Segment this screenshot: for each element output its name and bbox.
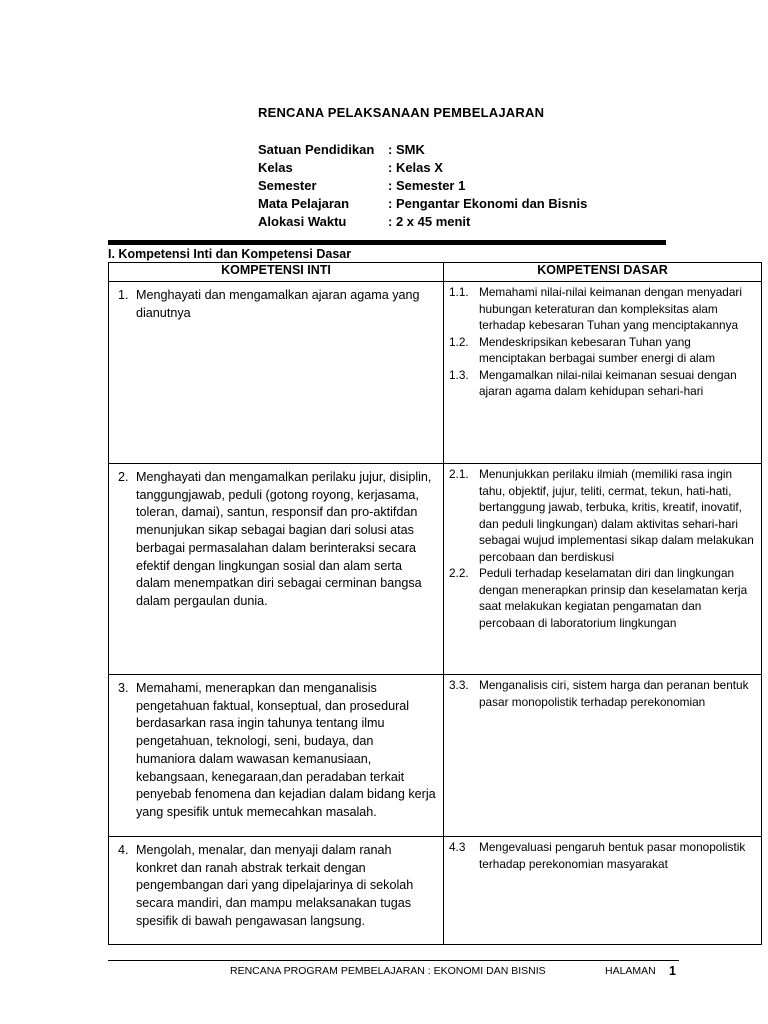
info-row — [258, 141, 587, 159]
ki-cell — [109, 464, 444, 675]
info-label: Satuan Pendidikan — [258, 142, 375, 157]
info-label: Alokasi Waktu — [258, 214, 347, 229]
ki-item — [110, 676, 442, 824]
ki-text: Mengolah, menalar, dan menyaji dalam ranah konkret dan ranah abstrak terkait dengan pengembangan dari yang dipelajarinya di sekolah secara mandiri, dan mampu melaksanakan tugas spesifik di bawah pengawasan langsung. — [136, 843, 414, 928]
info-value: : Kelas X — [388, 160, 443, 175]
header-kompetensi-inti: KOMPETENSI INTI — [109, 263, 444, 282]
ki-item — [110, 283, 442, 324]
info-label: Kelas — [258, 160, 293, 175]
table-row — [109, 675, 762, 837]
ki-cell — [109, 282, 444, 464]
info-value: : SMK — [388, 142, 425, 157]
info-row — [258, 159, 587, 177]
kd-number: 1.1. — [449, 285, 469, 299]
kd-text: Memahami nilai-nilai keimanan dengan menyadari hubungan keteraturan dan kompleksitas alam terhadap kebesaran Tuhan yang menciptakannya — [479, 285, 742, 332]
kd-item — [445, 565, 760, 631]
info-row — [258, 213, 587, 231]
kd-cell — [444, 837, 762, 945]
kompetensi-table — [108, 262, 762, 945]
kd-item — [445, 334, 760, 367]
kd-text: Menganalisis ciri, sistem harga dan peranan bentuk pasar monopolistik terhadap perekonomian — [479, 678, 749, 709]
kd-item — [445, 465, 760, 565]
kd-number: 2.1. — [449, 467, 469, 481]
info-value: : 2 x 45 menit — [388, 214, 471, 229]
kd-number: 1.3. — [449, 367, 469, 382]
info-value: : Pengantar Ekonomi dan Bisnis — [388, 196, 588, 211]
table-row — [109, 837, 762, 945]
kd-number: 2.2. — [449, 566, 469, 580]
ki-text: Memahami, menerapkan dan menganalisis pengetahuan faktual, konseptual, dan prosedural berdasarkan rasa ingin tahunya tentang ilmu pengetahuan, teknologi, seni, budaya, dan humaniora dalam wawasan kemanusiaan, kebangsaan, kenegaraan,dan peradaban terkait penyebab fenomena dan kejadian dalam bidang kerja yang spesifik untuk memecahkan masalah. — [136, 681, 436, 819]
kd-cell — [444, 282, 762, 464]
info-table — [258, 141, 587, 231]
info-row — [258, 195, 587, 213]
kd-cell — [444, 464, 762, 675]
kd-item — [445, 283, 760, 334]
info-value: : Semester 1 — [388, 178, 466, 193]
info-label: Mata Pelajaran — [258, 196, 350, 211]
kd-text: Mengevaluasi pengaruh bentuk pasar monopolistik terhadap perekonomian masyarakat — [479, 840, 746, 871]
footer-page-label: HALAMAN — [605, 965, 656, 977]
table-header-row — [109, 263, 762, 282]
kd-text: Mengamalkan nilai-nilai keimanan sesuai dengan ajaran agama dalam kehidupan sehari-hari — [479, 367, 737, 398]
ki-number: 4. — [118, 843, 129, 857]
table-row — [109, 464, 762, 675]
kd-text: Menunjukkan perilaku ilmiah (memiliki rasa ingin tahu, objektif, jujur, teliti, cermat, tekun, hati-hati, bertanggung jawab, terbuka, kritis, kreatif, inovatif, dan peduli lingkungan) dalam aktivitas sehari-hari sebagai wujud implementasi sikap dalam melakukan percobaan dan berdiskusi — [479, 467, 754, 564]
document-title: RENCANA PELAKSANAAN PEMBELAJARAN — [258, 105, 545, 120]
footer-page-number: 1 — [669, 964, 676, 978]
ki-cell — [109, 675, 444, 837]
ki-text: Menghayati dan mengamalkan ajaran agama yang dianutnya — [136, 288, 420, 320]
footer-title: RENCANA PROGRAM PEMBELAJARAN : EKONOMI DAN BISNIS — [230, 965, 546, 977]
kd-item — [445, 367, 760, 400]
kd-text: Peduli terhadap keselamatan diri dan lingkungan dengan menerapkan prinsip dan keselamatan kerja saat melakukan kegiatan pengamatan dan percobaan di laboratorium lingkungan — [479, 566, 748, 630]
kd-number: 4.3 — [449, 840, 466, 854]
ki-number: 3. — [118, 681, 129, 695]
kd-text: Mendeskripsikan kebesaran Tuhan yang menciptakan berbagai sumber energi di alam — [479, 334, 716, 365]
table-row — [109, 282, 762, 464]
header-kompetensi-dasar: KOMPETENSI DASAR — [444, 263, 762, 282]
kd-item — [445, 676, 760, 710]
kd-number: 1.2. — [449, 334, 469, 349]
footer-divider — [108, 960, 679, 961]
kd-cell — [444, 675, 762, 837]
kd-item — [445, 838, 760, 872]
ki-text: Menghayati dan mengamalkan perilaku jujur, disiplin, tanggungjawab, peduli (gotong royong, kerjasama, toleran, damai), santun, responsif dan pro-aktifdan menunjukan sikap sebagai bagian dari solusi atas berbagai permasalahan dalam berinteraksi secara efektif dengan lingkungan sosial dan alam serta dalam menempatkan diri sebagai cerminan bangsa dalam pergaulan dunia. — [136, 470, 432, 608]
kd-number: 3.3. — [449, 678, 469, 692]
info-label: Semester — [258, 178, 317, 193]
ki-item — [110, 465, 442, 613]
section-heading: I. Kompetensi Inti dan Kompetensi Dasar — [108, 247, 352, 261]
section-divider — [108, 240, 666, 245]
ki-cell — [109, 837, 444, 945]
ki-number: 2. — [118, 470, 129, 484]
ki-number: 1. — [118, 288, 129, 302]
ki-item — [110, 838, 442, 933]
info-row — [258, 177, 587, 195]
